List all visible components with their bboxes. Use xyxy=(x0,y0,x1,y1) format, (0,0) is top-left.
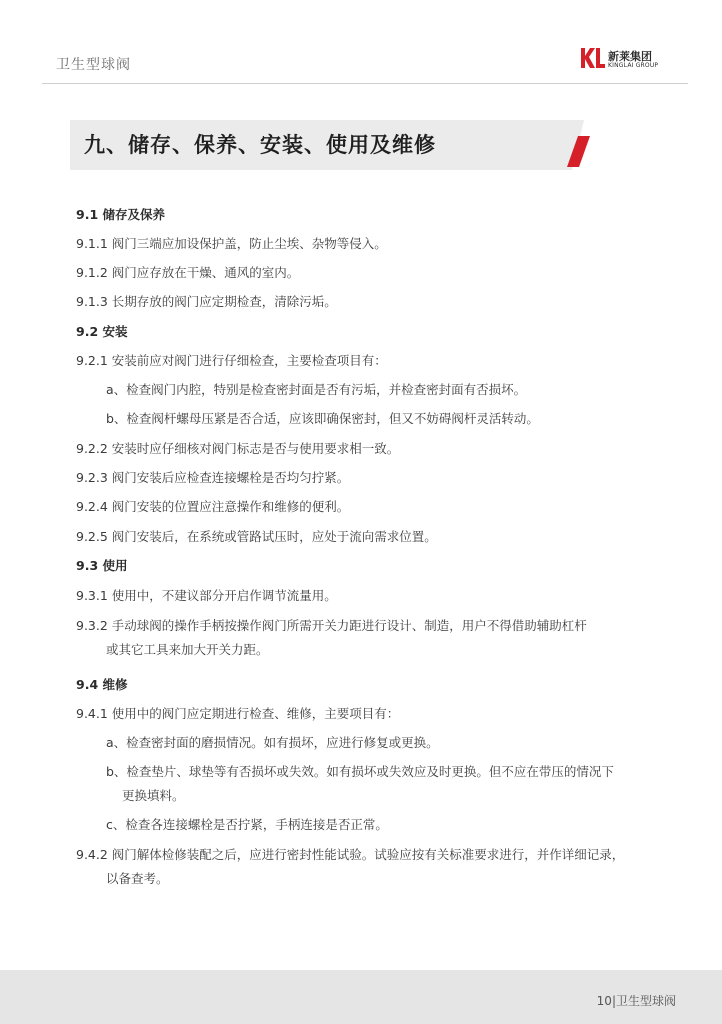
paragraph-9-3-2-line-2: 或其它工具来加大开关力距。 xyxy=(106,642,269,657)
paragraph-9-4-1: 9.4.1 使用中的阀门应定期进行检查、维修，主要项目有： xyxy=(76,706,400,721)
paragraph-9-2-2: 9.2.2 安装时应仔细核对阀门标志是否与使用要求相一致。 xyxy=(76,441,400,456)
header-divider xyxy=(42,83,688,84)
paragraph-9-2-3: 9.2.3 阀门安装后应检查连接螺栓是否均匀拧紧。 xyxy=(76,470,350,485)
list-item-9-4-1-b-line-1: b、检查垫片、球垫等有否损坏或失效。如有损坏或失效应及时更换。但不应在带压的情况下 xyxy=(106,764,614,779)
list-item-9-4-1-a: a、检查密封面的磨损情况。如有损坏，应进行修复或更换。 xyxy=(106,735,439,750)
list-item-9-4-1-b-line-2: 更换填料。 xyxy=(122,788,185,803)
company-logo xyxy=(578,44,678,74)
paragraph-9-1-3: 9.1.3 长期存放的阀门应定期检查，清除污垢。 xyxy=(76,294,337,309)
chapter-title: 九、储存、保养、安装、使用及维修 xyxy=(84,133,436,157)
section-heading-9-2: 9.2 安装 xyxy=(76,324,128,339)
footer-title: 卫生型球阀 xyxy=(615,994,676,1008)
list-item-9-2-1-a: a、检查阀门内腔，特别是检查密封面是否有污垢，并检查密封面有否损坏。 xyxy=(106,382,527,397)
section-heading-9-4: 9.4 维修 xyxy=(76,677,128,692)
logo-chinese-name: 新莱集团 xyxy=(608,50,652,63)
page-footer xyxy=(0,970,722,1024)
list-item-9-4-1-c: c、检查各连接螺栓是否拧紧，手柄连接是否正常。 xyxy=(106,817,388,832)
section-heading-9-1: 9.1 储存及保养 xyxy=(76,207,165,222)
section-heading-9-3: 9.3 使用 xyxy=(76,558,128,573)
paragraph-9-2-5: 9.2.5 阀门安装后，在系统或管路试压时，应处于流向需求位置。 xyxy=(76,529,437,544)
page-header xyxy=(0,0,722,86)
paragraph-9-4-2-line-1: 9.4.2 阀门解体检修装配之后，应进行密封性能试验。试验应按有关标准要求进行，并作详细记录， xyxy=(76,847,625,862)
paragraph-9-2-4: 9.2.4 阀门安装的位置应注意操作和维修的便利。 xyxy=(76,499,350,514)
header-title: 卫生型球阀 xyxy=(56,57,131,73)
paragraph-9-4-2-line-2: 以备查考。 xyxy=(106,871,169,886)
logo-english-name: KINGLAI GROUP xyxy=(608,62,659,69)
chapter-banner xyxy=(70,120,590,174)
footer-label xyxy=(597,992,676,1009)
list-item-9-2-1-b: b、检查阀杆螺母压紧是否合适，应该即确保密封，但又不妨碍阀杆灵活转动。 xyxy=(106,411,539,426)
paragraph-9-2-1: 9.2.1 安装前应对阀门进行仔细检查，主要检查项目有： xyxy=(76,353,387,368)
paragraph-9-3-2-line-1: 9.3.2 手动球阀的操作手柄按操作阀门所需开关力距进行设计、制造，用户不得借助辅助杠杆 xyxy=(76,618,587,633)
footer-separator: | xyxy=(611,994,616,1008)
paragraph-9-1-1: 9.1.1 阀门三端应加设保护盖，防止尘埃、杂物等侵入。 xyxy=(76,236,387,251)
page-number: 10 xyxy=(596,994,612,1008)
paragraph-9-1-2: 9.1.2 阀门应存放在干燥、通风的室内。 xyxy=(76,265,300,280)
kinglai-logo-icon xyxy=(578,44,606,72)
paragraph-9-3-1: 9.3.1 使用中，不建议部分开启作调节流量用。 xyxy=(76,588,337,603)
